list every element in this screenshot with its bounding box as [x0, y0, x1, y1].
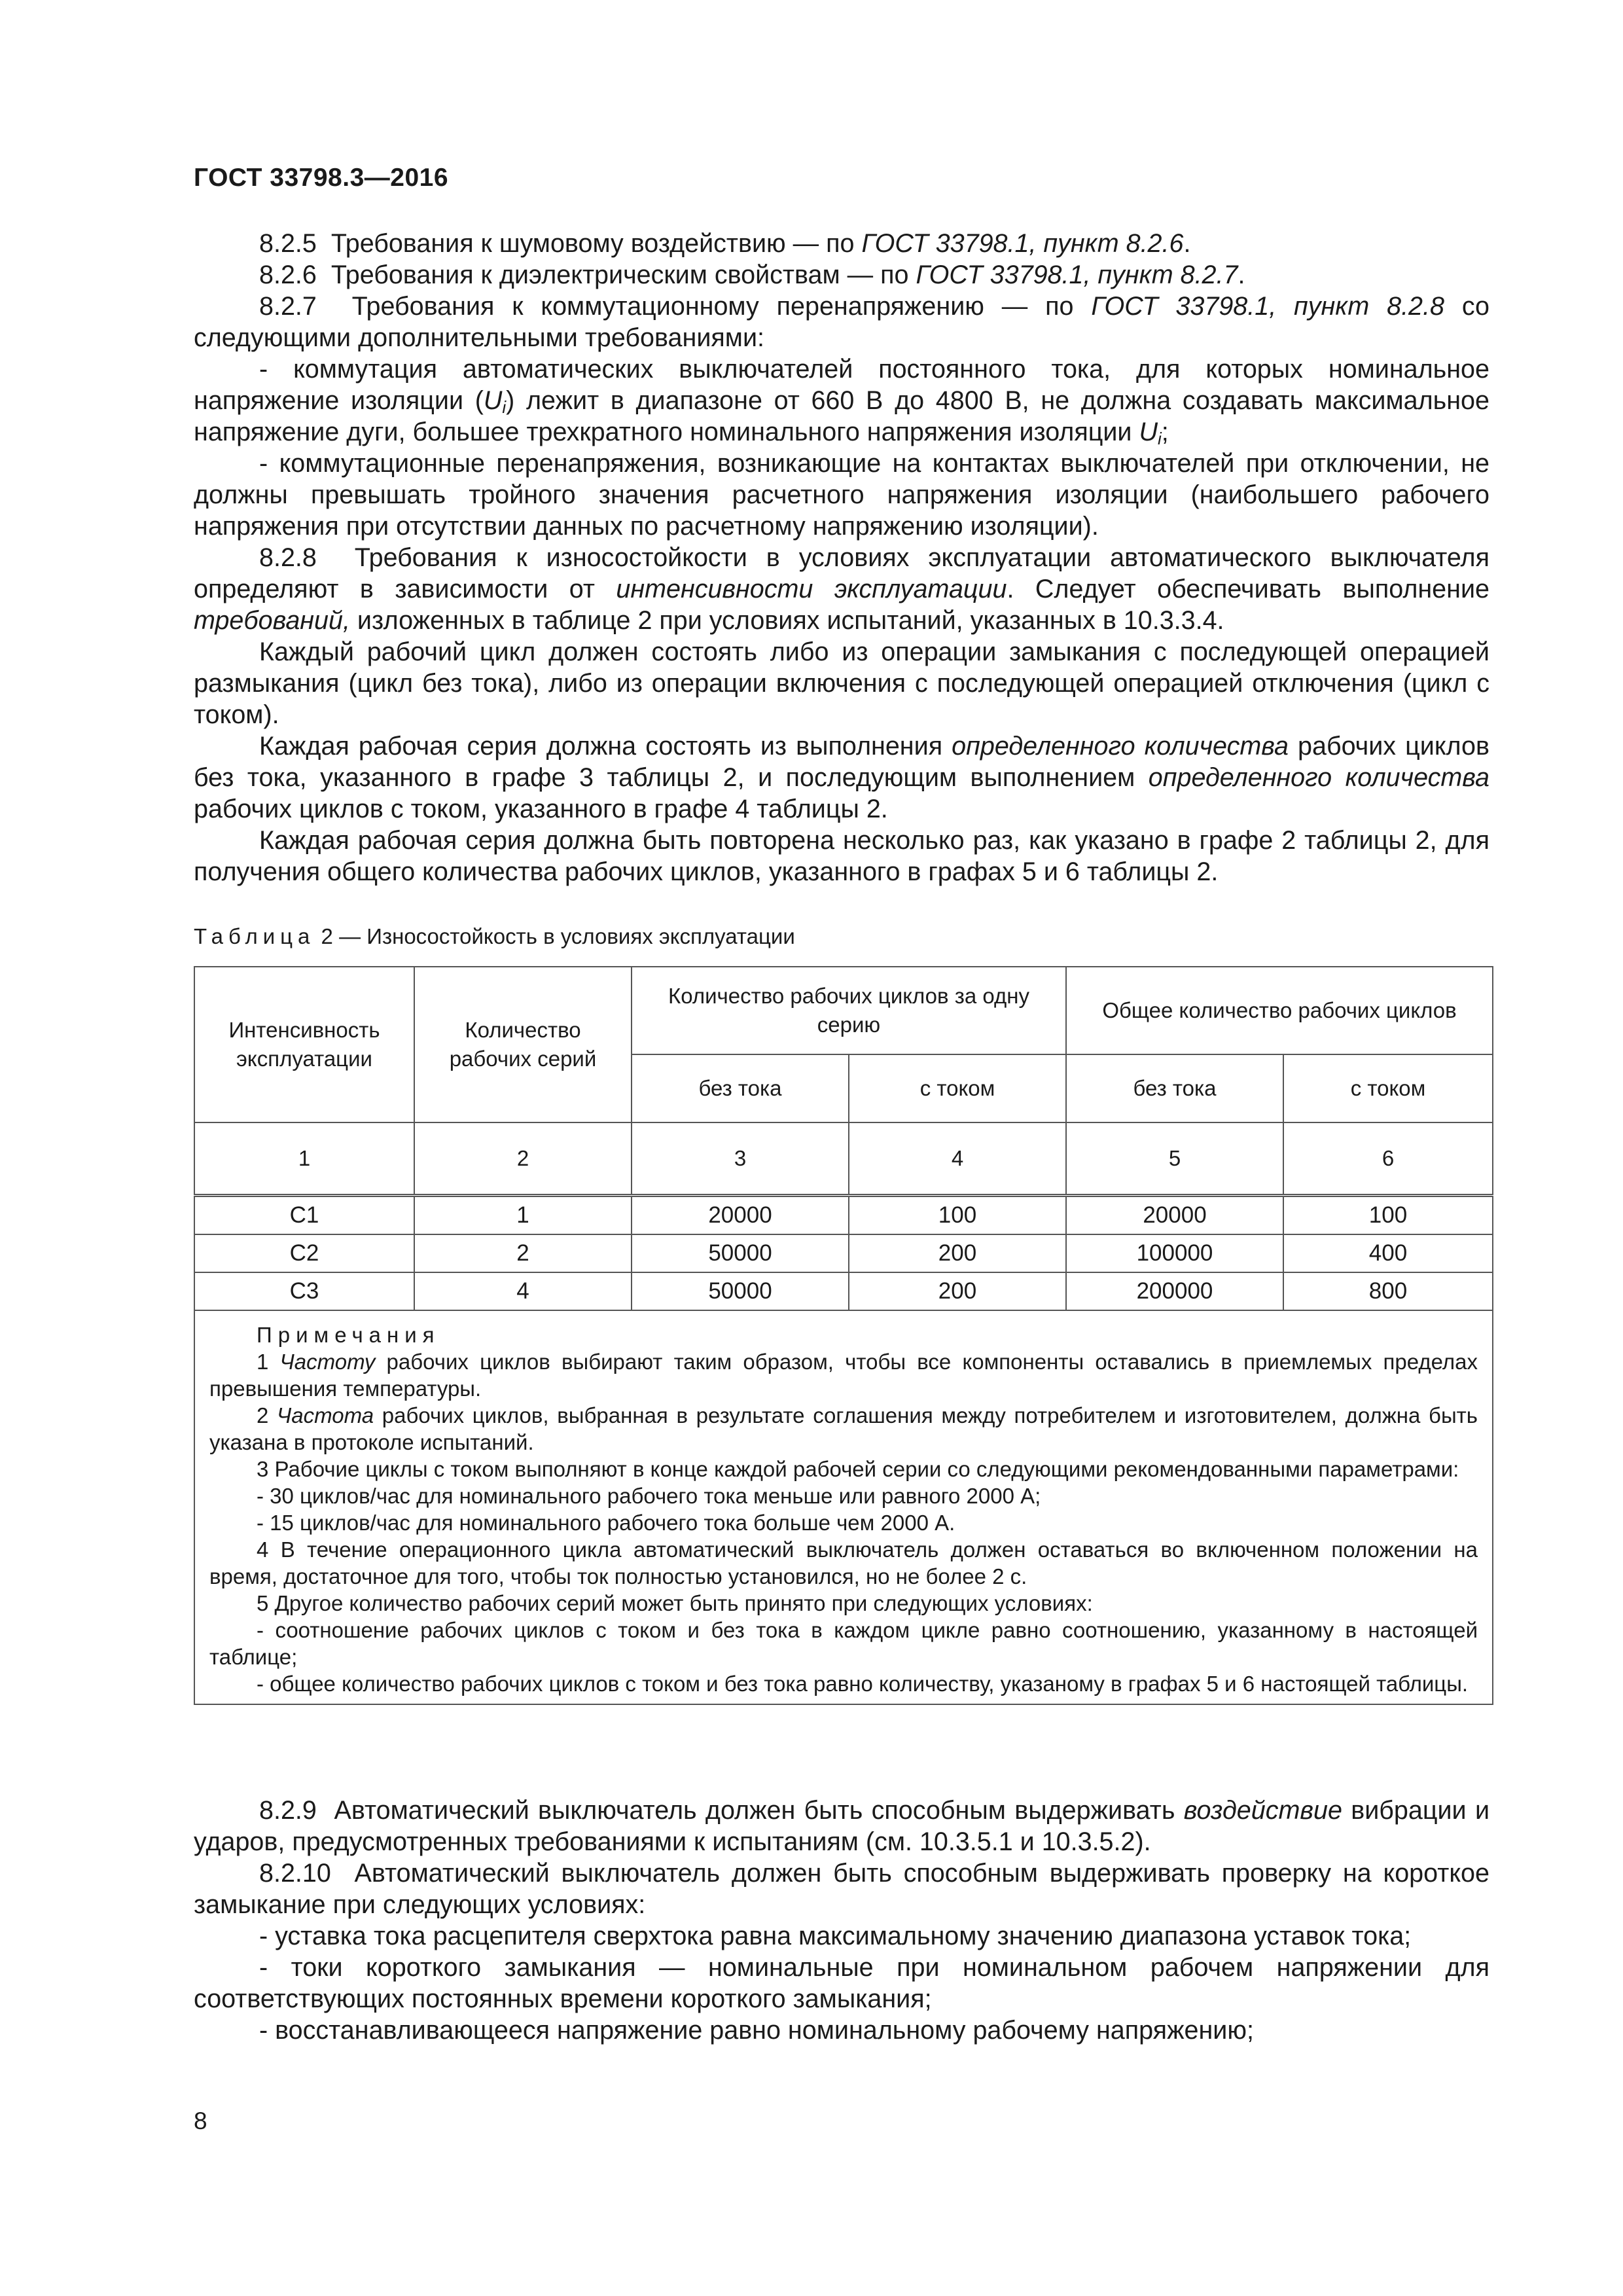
- column-number: 4: [849, 1122, 1066, 1196]
- table-cell: 400: [1283, 1234, 1493, 1272]
- page-number: 8: [194, 2108, 207, 2134]
- table-cell: 200: [849, 1234, 1066, 1272]
- table-cell: 20000: [1066, 1196, 1283, 1235]
- clause-8-2-7-item-1: - коммутация автоматических выключателей постоянного тока, для которых номинальное напряжение изоляции $(U_i)$ лежит в диапазоне от 660 В до 4800 В, не должна создавать максимальное напряжение дуги, большее трехкратного номинального напряжения изоляции $U_i$;: [194, 355, 1489, 448]
- clause-8-2-10-item-3: - восстанавливающееся напряжение равно номинальному рабочему напряжению;: [259, 2016, 1254, 2045]
- lower-text-block: [194, 1795, 1489, 2046]
- table-cell: 800: [1283, 1272, 1493, 1310]
- table-cell: 100: [849, 1196, 1066, 1235]
- table-header-row: [194, 967, 1493, 1054]
- note-3-item: - 15 циклов/час для номинального рабочего тока больше чем 2000 А.: [257, 1511, 955, 1535]
- header-intensity: Интенсивность эксплуатации: [194, 967, 414, 1122]
- table-cell: 50000: [632, 1234, 849, 1272]
- table-row: [194, 1234, 1493, 1272]
- table-notes: [194, 1310, 1493, 1704]
- table-cell: 100000: [1066, 1234, 1283, 1272]
- note-2: 2 Частота рабочих циклов, выбранная в результате соглашения между потребителем и изготовителем, должна быть указана в протоколе испытаний.: [209, 1403, 1478, 1454]
- table-cell: 100: [1283, 1196, 1493, 1235]
- upper-text-block: [194, 228, 1489, 888]
- notes-title: Примечания: [257, 1323, 440, 1347]
- clause-8-2-10: 8.2.10 Автоматический выключатель должен быть способным выдерживать проверку на короткое замыкание при следующих условиях:: [194, 1859, 1489, 1919]
- clause-8-2-8: 8.2.8 Требования к износостойкости в условиях эксплуатации автоматического выключателя определяют в зависимости от интенсивности эксплуатации. Следует обеспечивать выполнение требований, изложенных в таблице 2 при условиях испытаний, указанных в 10.3.3.4.: [194, 543, 1489, 635]
- table-cell: С1: [194, 1196, 414, 1235]
- column-number: 6: [1283, 1122, 1493, 1196]
- document-header: ГОСТ 33798.3—2016: [194, 164, 449, 192]
- clause-8-2-5: 8.2.5 Требования к шумовому воздействию — по ГОСТ 33798.1, пункт 8.2.6.: [259, 229, 1191, 258]
- note-4: 4 В течение операционного цикла автоматический выключатель должен оставаться во включенном положении на время, достаточное для того, чтобы ток полностью установился, но не более 2 с.: [209, 1537, 1478, 1588]
- note-3: 3 Рабочие циклы с током выполняют в конце каждой рабочей серии со следующими рекомендованными параметрами:: [257, 1457, 1459, 1481]
- clause-8-2-10-item-1: - уставка тока расцепителя сверхтока равна максимальному значению диапазона уставок тока;: [259, 1922, 1412, 1950]
- paragraph-work-cycle: Каждый рабочий цикл должен состоять либо из операции замыкания с последующей операцией размыкания (цикл без тока), либо из операции включения с последующей операцией отключения (цикл с током).: [194, 637, 1489, 729]
- table-cell: 200: [849, 1272, 1066, 1310]
- header-no-current: без тока: [632, 1054, 849, 1122]
- note-5-item: - соотношение рабочих циклов с током и без тока в каждом цикле равно соотношению, указанному в настоящей таблице;: [209, 1618, 1478, 1669]
- clause-8-2-10-item-2: - токи короткого замыкания — номинальные при номинальном рабочем напряжении для соответствующих постоянных времени короткого замыкания;: [194, 1953, 1489, 2013]
- header-with-current: с током: [849, 1054, 1066, 1122]
- table-cell: 200000: [1066, 1272, 1283, 1310]
- table-cell: 50000: [632, 1272, 849, 1310]
- note-3-item: - 30 циклов/час для номинального рабочего тока меньше или равного 2000 А;: [257, 1484, 1041, 1508]
- clause-8-2-7: 8.2.7 Требования к коммутационному перенапряжению — по ГОСТ 33798.1, пункт 8.2.8 со следующими дополнительными требованиями:: [194, 292, 1490, 352]
- column-number: 1: [194, 1122, 414, 1196]
- table-notes-row: [194, 1310, 1493, 1704]
- paragraph-series-repeat: Каждая рабочая серия должна быть повторена несколько раз, как указано в графе 2 таблицы 2, для получения общего количества рабочих циклов, указанного в графах 5 и 6 таблицы 2.: [194, 826, 1489, 886]
- table-cell: 4: [414, 1272, 632, 1310]
- column-number-row: [194, 1122, 1493, 1196]
- column-number: 3: [632, 1122, 849, 1196]
- note-1: 1 Частоту рабочих циклов выбирают таким образом, чтобы все компоненты оставались в приемлемых пределах превышения температуры.: [209, 1350, 1478, 1401]
- clause-8-2-7-item-2: - коммутационные перенапряжения, возникающие на контактах выключателей при отключении, не должны превышать тройного значения расчетного напряжения изоляции (наибольшего рабочего напряжения при отсутствии данных по расчетному напряжению изоляции).: [194, 449, 1489, 541]
- note-5: 5 Другое количество рабочих серий может быть принято при следующих условиях:: [257, 1591, 1093, 1615]
- table-cell: 1: [414, 1196, 632, 1235]
- column-number: 5: [1066, 1122, 1283, 1196]
- header-with-current: с током: [1283, 1054, 1493, 1122]
- clause-8-2-6: 8.2.6 Требования к диэлектрическим свойствам — по ГОСТ 33798.1, пункт 8.2.7.: [259, 260, 1245, 289]
- header-cycles-per-series: Количество рабочих циклов за одну серию: [632, 967, 1066, 1054]
- wear-resistance-table: [194, 966, 1493, 1705]
- header-series-count: Количество рабочих серий: [414, 967, 632, 1122]
- column-number: 2: [414, 1122, 632, 1196]
- table-caption: Таблица 2 — Износостойкость в условиях эксплуатации: [194, 924, 795, 948]
- table-cell: 20000: [632, 1196, 849, 1235]
- clause-8-2-9: 8.2.9 Автоматический выключатель должен быть способным выдерживать воздействие вибрации и ударов, предусмотренных требованиями к испытаниям (см. 10.3.5.1 и 10.3.5.2).: [194, 1796, 1490, 1856]
- table-row: [194, 1272, 1493, 1310]
- header-total-cycles: Общее количество рабочих циклов: [1066, 967, 1493, 1054]
- table-cell: С3: [194, 1272, 414, 1310]
- note-5-item: - общее количество рабочих циклов с током и без тока равно количеству, указаному в графах 5 и 6 настоящей таблицы.: [257, 1672, 1469, 1696]
- paragraph-work-series: Каждая рабочая серия должна состоять из выполнения определенного количества рабочих циклов без тока, указанного в графе 3 таблицы 2, и последующим выполнением определенного количества рабочих циклов с током, указанного в графе 4 таблицы 2.: [194, 732, 1489, 823]
- header-no-current: без тока: [1066, 1054, 1283, 1122]
- table-cell: 2: [414, 1234, 632, 1272]
- table-cell: С2: [194, 1234, 414, 1272]
- table-row: [194, 1196, 1493, 1235]
